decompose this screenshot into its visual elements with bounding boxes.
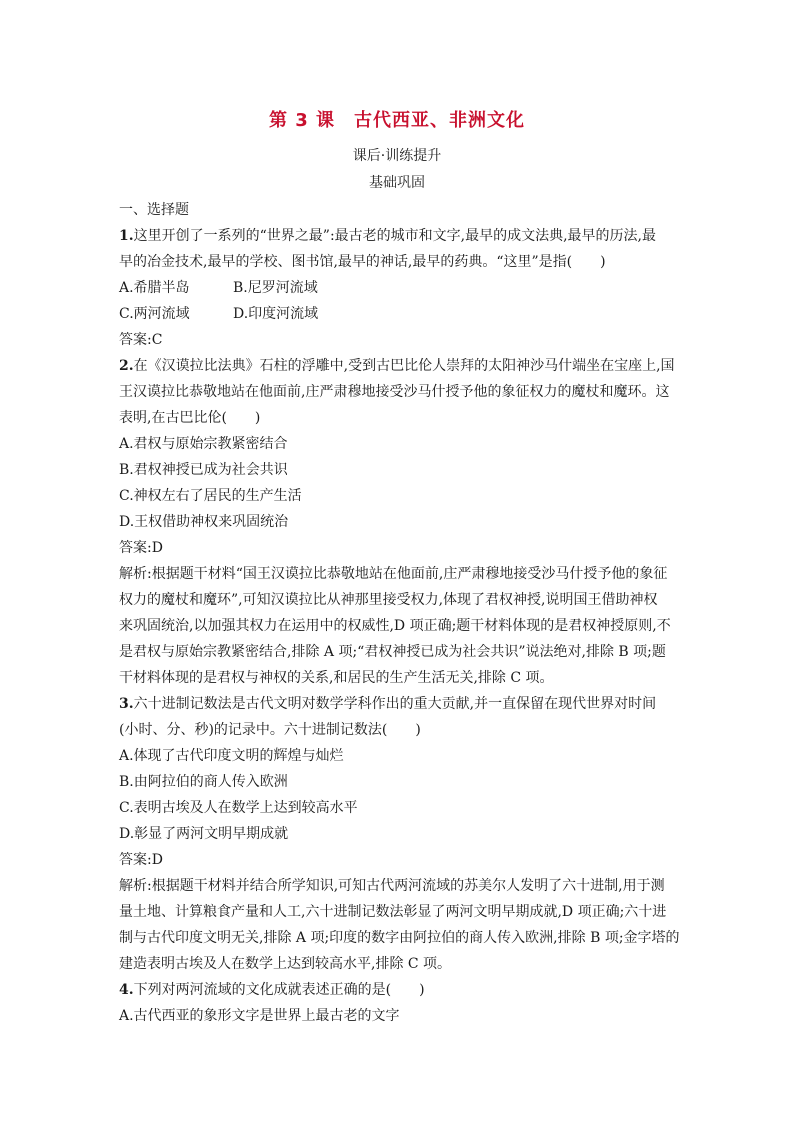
q1-option-b: B.尼罗河流域 (233, 280, 318, 296)
q2-option-b: B.君权神授已成为社会共识 (119, 462, 288, 478)
q1-options-ab (119, 275, 679, 301)
q3-option-c: C.表明古埃及人在数学上达到较高水平 (119, 800, 358, 816)
q1-number: 1. (119, 228, 134, 244)
subtitle-basic: 基础巩固 (369, 175, 425, 191)
q2-explain-label: 解析: (119, 566, 152, 582)
q4-option-a: A.古代西亚的象形文字是世界上最古老的文字 (119, 1008, 400, 1024)
q2-line1 (119, 353, 679, 379)
q1-answer (119, 327, 679, 353)
subtitle-after-class: 课后·训练提升 (352, 148, 442, 164)
q2-answer (119, 535, 679, 561)
q1-option-c: C.两河流域 (119, 306, 190, 322)
q3-explain-label: 解析: (119, 878, 152, 894)
q3-explain3: 制与古代印度文明无关,排除 A 项;印度的数字由阿拉伯的商人传入欧洲,排除 B 项;金字塔的 (119, 930, 680, 946)
q1-options-cd (119, 301, 679, 327)
q1-line1 (119, 223, 679, 249)
q2-line2: 王汉谟拉比恭敬地站在他面前,庄严肃穆地接受沙马什授予他的象征权力的魔杖和魔环。这 (119, 384, 670, 400)
q3-answer (119, 847, 679, 873)
question-content (119, 197, 679, 1029)
q4-text1: 下列对两河流域的文化成就表述正确的是( ) (133, 982, 425, 998)
q1-text1: 这里开创了一系列的“世界之最”:最古老的城市和文字,最早的成文法典,最早的历法,最 (133, 228, 657, 244)
q2-explain1 (119, 561, 679, 587)
q3-text1: 六十进制记数法是古代文明对数学学科作出的重大贡献,并一直保留在现代世界对时间 (133, 696, 657, 712)
q1-option-a: A.希腊半岛 (119, 280, 190, 296)
q2-answer-label: 答案: (119, 540, 152, 556)
q3-option-a: A.体现了古代印度文明的辉煌与灿烂 (119, 748, 344, 764)
q3-answer-value: D (151, 852, 163, 868)
section-heading: 一、选择题 (119, 202, 189, 218)
q2-number: 2. (119, 358, 134, 374)
q2-answer-value: D (151, 540, 163, 556)
q2-line3: 表明,在古巴比伦( ) (119, 410, 261, 426)
q2-explain-text1: 根据题干材料“国王汉谟拉比恭敬地站在他面前,庄严肃穆地接受沙马什授予他的象征 (151, 566, 668, 582)
q2-explain3: 来巩固统治,以加强其权力在运用中的权威性,D 项正确;题干材料体现的是君权神授原则,不 (119, 618, 671, 634)
q3-explain-text1: 根据题干材料并结合所学知识,可知古代两河流域的苏美尔人发明了六十进制,用于测 (151, 878, 665, 894)
q3-number: 3. (119, 696, 134, 712)
q3-option-d: D.彰显了两河文明早期成就 (119, 826, 289, 842)
lesson-title: 第 3 课 古代西亚、非洲文化 (268, 110, 526, 131)
q3-line2: (小时、分、秒)的记录中。六十进制记数法( ) (119, 722, 421, 738)
q4-line1 (119, 977, 679, 1003)
q1-option-d: D.印度河流域 (233, 306, 319, 322)
q1-answer-value: C (151, 332, 163, 348)
q2-explain5: 干材料体现的是君权与神权的关系,和居民的生产生活无关,排除 C 项。 (119, 670, 554, 686)
q2-explain2: 权力的魔杖和魔环”,可知汉谟拉比从神那里接受权力,体现了君权神授,说明国王借助神权 (119, 592, 658, 608)
q2-option-c: C.神权左右了居民的生产生活 (119, 488, 302, 504)
q3-line1 (119, 691, 679, 717)
q2-text1: 在《汉谟拉比法典》石柱的浮雕中,受到古巴比伦人崇拜的太阳神沙马什端坐在宝座上,国 (133, 358, 675, 374)
q3-explain2: 量土地、计算粮食产量和人工,六十进制记数法彰显了两河文明早期成就,D 项正确;六十进 (119, 904, 667, 920)
q3-explain1 (119, 873, 679, 899)
q1-line2: 早的冶金技术,最早的学校、图书馆,最早的神话,最早的药典。“这里”是指( ) (119, 254, 606, 270)
q3-explain4: 建造表明古埃及人在数学上达到较高水平,排除 C 项。 (119, 956, 452, 972)
q3-option-b: B.由阿拉伯的商人传入欧洲 (119, 774, 288, 790)
q1-answer-label: 答案: (119, 332, 152, 348)
q2-option-d: D.王权借助神权来巩固统治 (119, 514, 289, 530)
q2-option-a: A.君权与原始宗教紧密结合 (119, 436, 288, 452)
q4-number: 4. (119, 982, 134, 998)
q2-explain4: 是君权与原始宗教紧密结合,排除 A 项;“君权神授已成为社会共识”说法绝对,排除 B 项;题 (119, 644, 666, 660)
q3-answer-label: 答案: (119, 852, 152, 868)
